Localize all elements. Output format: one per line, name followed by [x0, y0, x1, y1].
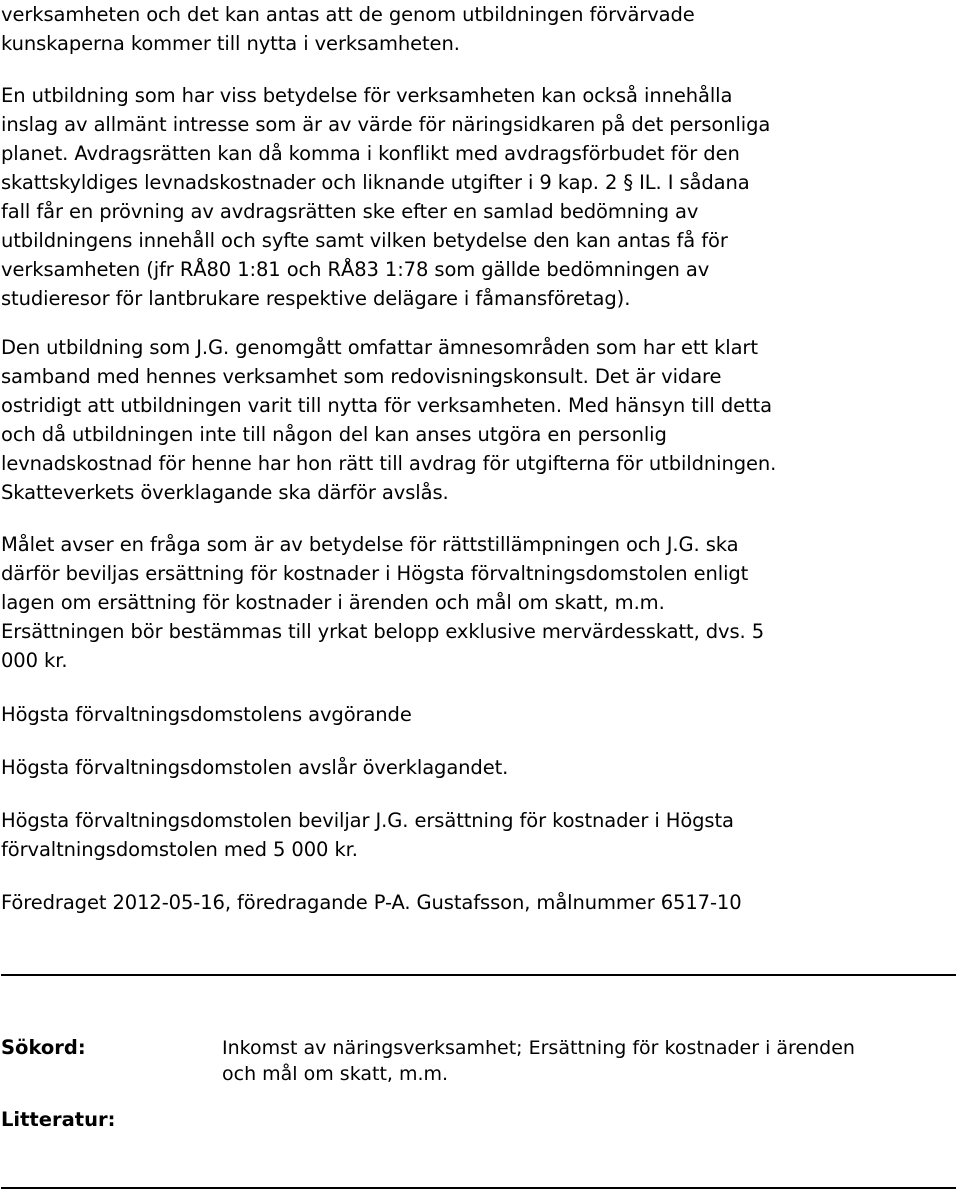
sokord-value: Inkomst av näringsverksamhet; Ersättning för kostnader i ärenden och mål om skatt, m.m.	[222, 1037, 855, 1085]
paragraph-jg-education: Den utbildning som J.G. genomgått omfattar ämnesområden som har ett klart samband med hennes verksamhet som redovisningskonsult. Det är vidare ostridigt att utbildningen varit till nytta för verksamheten. Med hänsyn till detta och då utbildningen inte till någon del kan anses utgöra en personlig levnadskostnad för henne har hon rätt till avdrag för utgifterna för utbildningen. Skatteverkets överklagande ska därför avslås.	[1, 336, 777, 504]
paragraph-compensation: Målet avser en fråga som är av betydelse för rättstillämpningen och J.G. ska därför beviljas ersättning för kostnader i Högsta förvaltningsdomstolen enligt lagen om ersättning för kostnader i ärenden och mål om skatt, m.m. Ersättningen bör bestämmas till yrkat belopp exklusive mervärdesskatt, dvs. 5 000 kr.	[1, 533, 765, 672]
separator-line-bottom	[1, 1187, 956, 1189]
paragraph-decision-appeal: Högsta förvaltningsdomstolen avslår överklagandet.	[1, 756, 509, 779]
paragraph-intro-continuation: verksamheten och det kan antas att de genom utbildningen förvärvade kunskaperna kommer till nytta i verksamheten.	[1, 3, 695, 55]
sokord-label: Sökord:	[1, 1036, 86, 1059]
litteratur-label: Litteratur:	[1, 1108, 116, 1131]
paragraph-presentation-info: Föredraget 2012-05-16, föredragande P-A. Gustafsson, målnummer 6517-10	[1, 891, 742, 914]
separator-line-top	[1, 974, 956, 976]
paragraph-decision-compensation: Högsta förvaltningsdomstolen beviljar J.G. ersättning för kostnader i Högsta förvaltningsdomstolen med 5 000 kr.	[1, 809, 734, 861]
paragraph-education-general-interest: En utbildning som har viss betydelse för verksamheten kan också innehålla inslag av allmänt intresse som är av värde för näringsidkaren på det personliga planet. Avdragsrätten kan då komma i konflikt med avdragsförbudet för den skattskyldiges levnadskostnader och liknande utgifter i 9 kap. 2 § IL. I sådana fall får en prövning av avdragsrätten ske efter en samlad bedömning av utbildningens innehåll och syfte samt vilken betydelse den kan antas få för verksamheten (jfr RÅ80 1:81 och RÅ83 1:78 som gällde bedömningen av studieresor för lantbrukare respektive delägare i fåmansföretag).	[1, 84, 771, 310]
section-heading-decision: Högsta förvaltningsdomstolens avgörande	[1, 703, 412, 726]
